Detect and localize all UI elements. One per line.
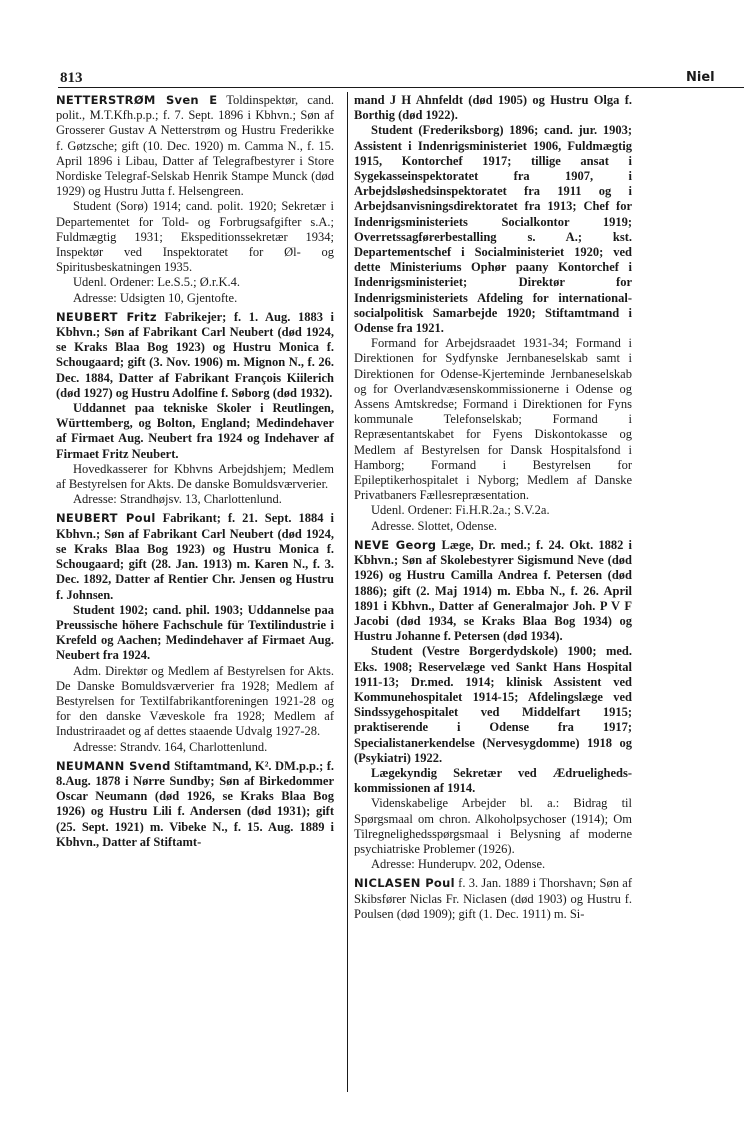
entry-paragraph: Lægekyndig Sekretær ved Ædruelighedskommissionen af 1914. (354, 765, 632, 796)
entry-text: Læge, Dr. med.; f. 24. Okt. 1882 i Kbhvn.; Søn af Skolebestyrer Sigismund Neve (død 1926) og Hustru Camilla Andrea f. Petersen (død 1886); gift (2. Maj 1914) m. Ebba N., f. 26. April 1891 i Kbhvn., Datter af Generalmajor Joh. P V F Jacobi (død 1934, se Kraks Blaa Bog 1934) og Hustru Johanne f. Petersen (død 1934). (354, 537, 633, 644)
entry-neve (354, 538, 632, 872)
entry-address: Adresse: Udsigten 10, Gjentofte. (73, 290, 238, 305)
entry-text: Stiftamtmand, K². DM.p.p.; f. 8.Aug. 1878 i Nørre Sundby; Søn af Birkedommer Oscar Neumann (død 1926, se Kraks Blaa Bog 1926) og Hustru Lili f. Andersen (død 1931); gift (25. Sept. 1921) m. Vibeke N., f. 15. Aug. 1889 i Kbhvn., Datter af Stiftamt- (56, 758, 335, 849)
entry-paragraph: Udenl. Ordener: Le.S.5.; Ø.r.K.4. (73, 275, 240, 290)
entry-text: Toldinspektør, cand. polit., M.T.Kfh.p.p.; f. 7. Sept. 1896 i Kbhvn.; Søn af Grosserer Gustav A Netterstrøm og Hustru Frederikke f. Gøtzsche; gift (10. Dec. 1920) m. Camma N., f. 15. April 1896 i Libau, Datter af Telegrafbestyrer i Store Nordiske Telegraf-Selskab Henrik Stampe Munck (død 1929) og Hustru Jutta f. Helsengreen. (56, 93, 335, 199)
entry-address: Adresse: Hunderupv. 202, Odense. (371, 857, 546, 872)
header-rule (58, 87, 744, 88)
entry-intro (354, 538, 632, 644)
entry-address: Adresse. Slottet, Odense. (371, 518, 498, 533)
entry-intro (56, 310, 334, 401)
left-column (56, 93, 334, 854)
entry-name: NEUMANN Svend (56, 758, 171, 773)
entry-paragraph: Student (Sorø) 1914; cand. polit. 1920; Sekretær i Departementet for Told- og Forbrugsafgifter s.A.; Fuldmægtig 1931; Ekspeditionssekretær 1934; Inspektør ved Inspektoratet for Øl- og Spiritusbeskatningen 1935. (56, 199, 334, 275)
entry-address: Adresse: Strandv. 164, Charlottenlund. (73, 739, 268, 754)
entry-text: Fabrikant; f. 21. Sept. 1884 i Kbhvn.; Søn af Fabrikant Carl Neubert (død 1924, se Kraks Blaa Bog 1923) og Hustru Monica f. Schougaard; gift (28. Jan. 1913) m. Karen N., f. 3. Dec. 1892, Datter af Rentier Chr. Jensen og Hustru f. Johnsen. (56, 511, 335, 602)
entry-paragraph: Student 1902; cand. phil. 1903; Uddannelse paa Preussische höhere Fachschule für Textilindustrie i Krefeld og Aachen; Medindehaver af Firmaet Aug. Neubert fra 1924. (56, 602, 334, 663)
entry-name: NEUBERT Fritz (56, 309, 157, 324)
entry-text: f. 3. Jan. 1889 i Thorshavn; Søn af Skibsfører Niclas Fr. Niclasen (død 1903) og Hustru f. Poulsen (død 1909); gift (1. Dec. 1911) m. Si- (354, 876, 633, 921)
entry-intro (56, 511, 334, 602)
entry-paragraph: Student (Vestre Borgerdydskole) 1900; med. Eks. 1908; Reservelæge ved Sankt Hans Hospital 1911-13; Dr.med. 1914; klinisk Assistent ved Kommunehospitalet 1914-15; Afdelingslæge ved Sindssygehospitalet ved Middelfart 1915; praktiserende i Odense fra 1917; Specialistanerkendelse (Nervesygdomme) 1918 og (Psykiatri) 1922. (354, 644, 632, 765)
entry-text: Fabrikejer; f. 1. Aug. 1883 i Kbhvn.; Søn af Fabrikant Carl Neubert (død 1924, se Kraks Blaa Bog 1923) og Hustru Monica f. Schougaard; gift (3. Nov. 1906) m. Mignon N., f. 26. Dec. 1884, Datter af Fabrikant François Kiilerich (død 1927) og Hustru Adolfine f. Søborg (død 1932). (56, 309, 335, 400)
entry-neubert-poul (56, 511, 334, 754)
running-head: Niel (686, 70, 715, 85)
page-number: 813 (60, 70, 83, 86)
entry-niclasen (354, 876, 632, 922)
entry-paragraph: mand J H Ahnfeldt (død 1905) og Hustru Olga f. Borthig (død 1922). (354, 93, 632, 123)
entry-intro (56, 93, 334, 199)
entry-intro (56, 759, 334, 850)
entry-address: Adresse: Strandhøjsv. 13, Charlottenlund. (73, 492, 282, 507)
column-divider (347, 92, 348, 1092)
right-column (354, 93, 632, 926)
entry-paragraph: Adm. Direktør og Medlem af Bestyrelsen for Akts. De Danske Bomuldsværverier fra 1928; Medlem af Bestyrelsen for Textilfabrikantforeningen 1921-28 og for den danske Væveskole fra 1928; Medlem af Industriraadet og af dettes staaende Udvalg 1927-28. (56, 663, 334, 739)
entry-netterstrom (56, 93, 334, 306)
entry-name: NEVE Georg (354, 537, 437, 552)
entry-neubert-fritz (56, 310, 334, 508)
entry-paragraph: Uddannet paa tekniske Skoler i Reutlingen, Württemberg, og Bolton, England; Medindehaver af Firmaet Aug. Neubert fra 1924 og Indehaver af Firmaet Fritz Neubert. (56, 401, 334, 461)
entry-paragraph: Hovedkasserer for Kbhvns Arbejdshjem; Medlem af Bestyrelsen for Akts. De danske Bomuldsværverier. (56, 461, 334, 492)
entry-intro (354, 876, 632, 922)
entry-name: NICLASEN Poul (354, 876, 455, 891)
entry-paragraph: Student (Frederiksborg) 1896; cand. jur. 1903; Assistent i Indenrigsministeriet 1906, Fuldmægtig 1915, Kontorchef 1917; tillige ansat i Sygekasseinspektoratet fra 1907, i Arbejdsløshedsinspektoratet fra 1911 og i Arbejdsanvisningsdirektoratet fra 1913; Chef for Indenrigsministeriets Socialkontor 1919; Overretssagførerbestalling s. A.; kst. Departementschef i Socialministeriet 1920; ved dette Ministeriums Ophør paany Kontorchef i Indenrigsministeriet; Direktør for Indenrigsministeriets Afdeling for international-socialpolitisk Samarbejde 1920; Stiftamtmand i Odense fra 1921. (354, 123, 632, 336)
entry-name: NETTERSTRØM Sven E (56, 93, 218, 107)
entry-neumann-continued (354, 93, 632, 534)
entry-orders: Udenl. Ordener: Fi.H.R.2a.; S.V.2a. (371, 503, 550, 518)
entry-name: NEUBERT Poul (56, 511, 156, 526)
entry-neumann (56, 759, 334, 850)
entry-paragraph: Formand for Arbejdsraadet 1931-34; Formand i Direktionen for Sydfynske Jernbaneselskab samt i Direktionen for Odense-Kjerteminde Jernbaneselskab og for Overlandvæsenskommissionerne i Odense og Assens Amtskredse; Formand i Direktionen for Fyns kommunale Telefonselskab; Formand i Repræsentantskabet for Fyens Diskontokasse og Medlem af Bestyrelsen for Dansk Hospitalsfond i Hamborg; Formand i Bestyrelsen for Epileptikerhospitalet i Nyborg; Medlem af Danske Privatbaners Fællesrepræsentation. (354, 336, 632, 503)
entry-paragraph: Videnskabelige Arbejder bl. a.: Bidrag til Spørgsmaal om chron. Alkoholpsychoser (1914); Om Tilregnelighedsspørgsmaal i Belysning af moderne psychiatriske Problemer (1926). (354, 796, 632, 856)
